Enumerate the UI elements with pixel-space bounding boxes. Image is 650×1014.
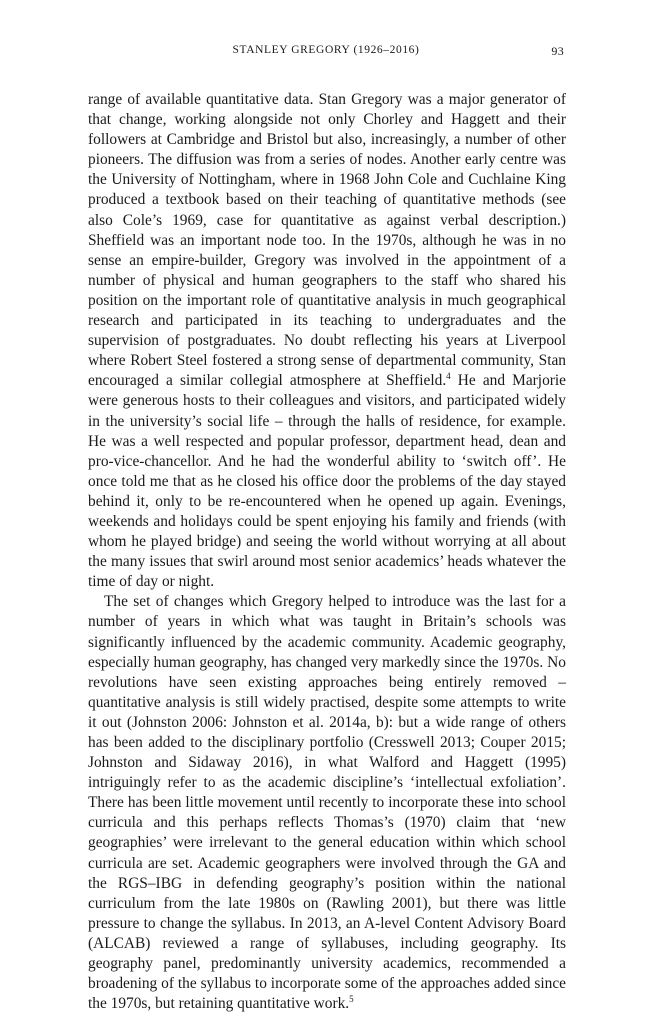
running-title: STANLEY GREGORY (1926–2016) (232, 44, 420, 56)
footnote-marker-5: 5 (349, 994, 354, 1005)
body-text (88, 90, 566, 1014)
running-head (88, 44, 564, 64)
paragraph-1 (88, 90, 566, 592)
paragraph-1-text-a: range of available quantitative data. Stan Gregory was a major generator of that change, working alongside not only Chorley and Haggett and their followers at Cambridge and Bristol but also, increasingly, a number of other pioneers. The diffusion was from a series of nodes. Another early centre was the University of Nottingham, where in 1968 John Cole and Cuchlaine King produced a textbook based on their teaching of quantitative methods (see also Cole’s 1969, case for quantitative as against verbal description.) Sheffield was an important node too. In the 1970s, although he was in no sense an empire-builder, Gregory was involved in the appointment of a number of physical and human geographers to the staff who shared his position on the important role of quantitative analysis in much geographical research and participated in its teaching to undergraduates and the supervision of postgraduates. No doubt reflecting his years at Liverpool where Robert Steel fostered a strong sense of departmental community, Stan encouraged a similar collegial atmosphere at Sheffield. (88, 91, 566, 390)
paragraph-2-text: The set of changes which Gregory helped to introduce was the last for a number of years in which what was taught in Britain’s schools was significantly influenced by the academic community. Academic geography, especially human geography, has changed very markedly since the 1970s. No revolutions have seen existing approaches being entirely removed – quantitative analysis is still widely practised, despite some attempts to write it out (Johnston 2006: Johnston et al. 2014a, b): but a wide range of others has been added to the disciplinary portfolio (Cresswell 2013; Couper 2015; Johnston and Sidaway 2016), in what Walford and Haggett (1995) intriguingly refer to as the academic discipline’s ‘intellectual exfoliation’. There has been little movement until recently to incorporate these into school curricula and this perhaps reflects Thomas’s (1970) claim that ‘new geographies’ were irrelevant to the general education within which school curricula are set. Academic geographers were involved through the GA and the RGS–IBG in defending geography’s position within the national curriculum from the late 1980s on (Rawling 2001), but there was little pressure to change the syllabus. In 2013, an A-level Content Advisory Board (ALCAB) reviewed a range of syllabuses, including geography. Its geography panel, predominantly university academics, recommended a broadening of the syllabus to incorporate some of the approaches added since the 1970s, but retaining quantitative work. (88, 593, 566, 1013)
paragraph-1-text-b: He and Marjorie were generous hosts to their colleagues and visitors, and participated widely in the university’s social life – through the halls of residence, for example. He was a well respected and popular professor, department head, dean and pro-vice-chancellor. And he had the wonderful ability to ‘switch off’. He once told me that as he closed his office door the problems of the day stayed behind it, only to be re-encountered when he opened up again. Evenings, weekends and holidays could be spent enjoying his family and friends (with whom he played bridge) and seeing the world without worrying at all about the many issues that swirl around most senior academics’ heads whatever the time of day or night. (88, 372, 567, 591)
footnote-marker-4: 4 (446, 371, 451, 382)
page-number: 93 (551, 44, 564, 58)
paragraph-2 (88, 592, 566, 1014)
